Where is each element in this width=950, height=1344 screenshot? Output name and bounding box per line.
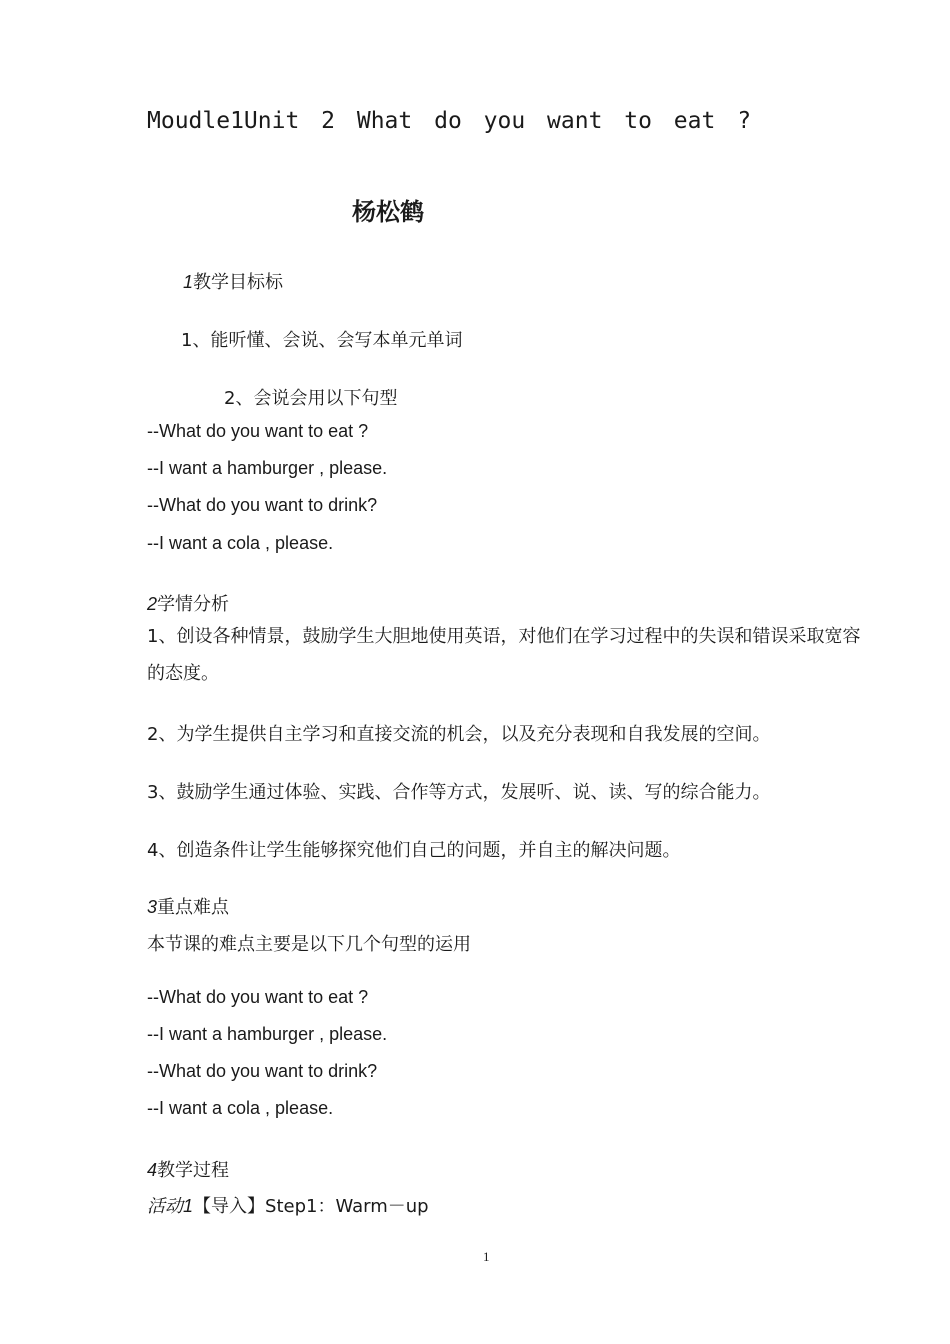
section-number: 3 [147,897,158,917]
section-4-heading [147,1156,229,1182]
sentence-line: --I want a cola , please. [147,533,334,553]
author-name: 杨松鹤 [352,198,424,226]
section-title: 教学目标标 [193,272,284,293]
section-title: 教学过程 [157,1160,230,1181]
activity-label: 活动 [147,1196,183,1217]
analysis-item-3: 3、鼓励学生通过体验、实践、合作等方式，发展听、说、读、写的综合能力。 [147,782,771,803]
activity-line [147,1192,429,1218]
activity-text: 【导入】Step1：Warm－up [193,1196,429,1217]
sentence-line: --I want a hamburger , please. [147,458,388,478]
sentence-line: --I want a hamburger , please. [147,1024,388,1044]
sentence-line: --What do you want to eat ? [147,421,369,441]
sentence-line: --What do you want to drink? [147,1061,378,1081]
analysis-item-2: 2、为学生提供自主学习和直接交流的机会，以及充分表现和自我发展的空间。 [147,724,771,745]
analysis-item-4: 4、创造条件让学生能够探究他们自己的问题，并自主的解决问题。 [147,840,681,861]
section-number: 1 [183,272,194,292]
section-title: 学情分析 [157,594,230,615]
document-title: Moudle1Unit 2 What do you want to eat ? [147,108,752,134]
activity-number: 1 [183,1196,194,1216]
analysis-item-1: 1、创设各种情景，鼓励学生大胆地使用英语，对他们在学习过程中的失误和错误采取宽容的态度。 [147,626,861,684]
objective-item-2: 2、会说会用以下句型 [224,388,398,409]
section-title: 重点难点 [157,897,230,918]
objective-item-1: 1、能听懂、会说、会写本单元单词 [181,330,463,351]
page-number: 1 [483,1249,490,1264]
section-1-heading [183,268,283,294]
section-number: 2 [147,594,158,614]
sentence-line: --What do you want to eat ? [147,987,369,1007]
section-2-heading [147,590,229,616]
section-number: 4 [147,1160,158,1180]
sentence-line: --I want a cola , please. [147,1098,334,1118]
section-3-heading [147,893,229,919]
key-points-intro: 本节课的难点主要是以下几个句型的运用 [147,934,471,955]
sentence-line: --What do you want to drink? [147,495,378,515]
